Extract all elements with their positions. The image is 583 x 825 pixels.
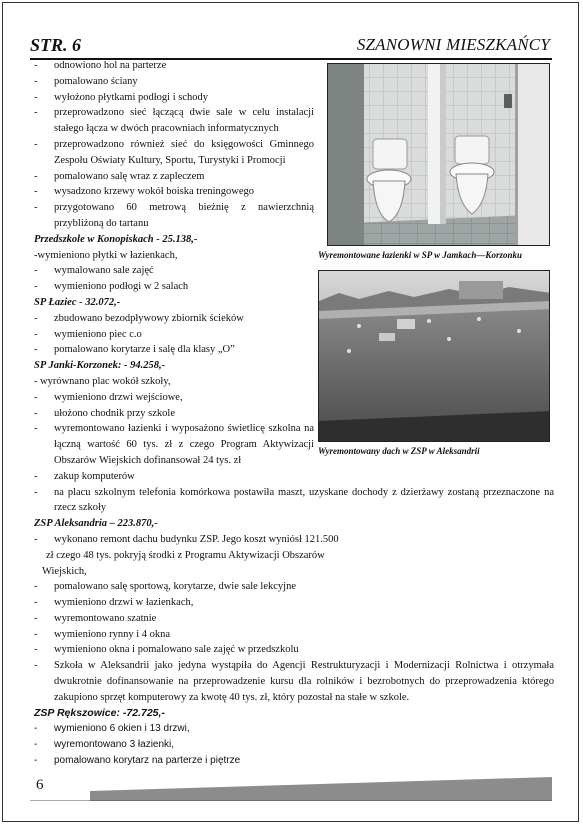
list-item: - wysadzono krzewy wokół boiska treningowego [34,184,314,200]
list-item: - zbudowano bezodpływowy zbiornik ścieków [34,311,314,327]
list-item: - pomalowano ściany [34,74,314,90]
list-item: - wymieniono okna i pomalowano sale zajęć w przedszkolu [34,642,554,658]
list-item: -wymieniono płytki w łazienkach, [34,249,178,261]
list-item: - wymieniono piec c.o [34,327,314,343]
list-item: - pomalowano korytarz na parterze i piętrze [34,753,554,769]
photo-caption: Wyremontowane łazienki w SP w Jamkach—Korzonku [318,250,522,260]
list-item: - pomalowano salę sportową, korytarze, dwie sale lekcyjne [34,579,554,595]
page-header [30,35,550,59]
list-item: - odnowiono hol na parterze [34,58,314,74]
footer-bar [30,775,552,801]
newsletter-title: SZANOWNI MIESZKAŃCY [356,35,550,54]
photo-caption: Wyremontowany dach w ZSP w Aleksandrii [318,446,480,456]
list-item: - na placu szkolnym telefonia komórkowa postawiła maszt, uzyskane dochody z dzierżawy zostaną przeznaczone na rzecz szkoły [34,485,554,517]
roof-photo [318,270,550,442]
list-item: - przeprowadzono również sieć do księgowości Gminnego Zespołu Oświaty Kultury, Sportu, Turystyki i Promocji [34,137,314,169]
list-item: - przeprowadzono sieć łączącą dwie sale w celu instalacji stałego łącza w dwóch pracowniach informatycznych [34,105,314,137]
list-item: - Szkoła w Aleksandrii jako jedyna wystąpiła do Agencji Restrukturyzacji i Modernizacji Rolnictwa i otrzymała dwukrotnie dofinansowanie na przeprowadzenie kursu dla rolników i bezrobotnych do przeprowadzenia którego zakupiono sprzęt komputerowy za kwotę 40 tys. zł, który pozostał na stałe w szkole. [34,658,554,705]
page-number: 6 [36,777,44,793]
list-item: - wykonano remont dachu budynku ZSP. Jego koszt wyniósł 121.500 [34,532,554,548]
list-item: - wymieniono podłogi w 2 salach [34,279,314,295]
bathroom-photo [327,63,550,246]
list-item: - pomalowano salę wraz z zapleczem [34,169,314,185]
list-item: - wyremontowano szatnie [34,611,554,627]
section-heading: ZSP Rększowice: -72.725,- [34,706,165,719]
list-item: - wymalowano sale zajęć [34,263,314,279]
list-item: - wyremontowano 3 łazienki, [34,737,554,753]
list-item-continuation: Wiejskich, [42,565,87,577]
section-heading: Przedszkole w Konopiskach - 25.138,- [34,233,198,245]
section-heading: SP Janki-Korzonek: - 94.258,- [34,360,166,372]
list-item: - wyremontowano łazienki i wyposażono świetlicę szkolna na łączną wartość 60 tys. zł z czego Program Aktywizacji Obszarów Wiejskich dofinansował 24 tys. zł [34,421,314,468]
list-item: - wymieniono rynny i 4 okna [34,627,554,643]
list-item: - wyrównano plac wokół szkoły, [34,374,314,390]
list-item: - wymieniono 6 okien i 13 drzwi, [34,721,554,737]
bathroom-illustration [328,64,550,246]
list-item: - zakup komputerów [34,469,314,485]
roof-illustration [319,271,550,442]
list-item: - wyłożono płytkami podłogi i schody [34,90,314,106]
list-item: - wymieniono drzwi w łazienkach, [34,595,554,611]
list-item: - ułożono chodnik przy szkole [34,406,314,422]
list-item: - pomalowano korytarze i salę dla klasy „O” [34,342,314,358]
list-item-continuation: zł czego 48 tys. pokryją środki z Programu Aktywizacji Obszarów [46,549,325,561]
list-item: - przygotowano 60 metrową bieżnię z nawierzchnią przybliżoną do tartanu [34,200,314,232]
section-heading: ZSP Aleksandria – 223.870,- [34,518,158,530]
list-item: - wymieniono drzwi wejściowe, [34,390,314,406]
page-label: STR. 6 [30,35,82,55]
section-heading: SP Łaziec - 32.072,- [34,296,121,308]
